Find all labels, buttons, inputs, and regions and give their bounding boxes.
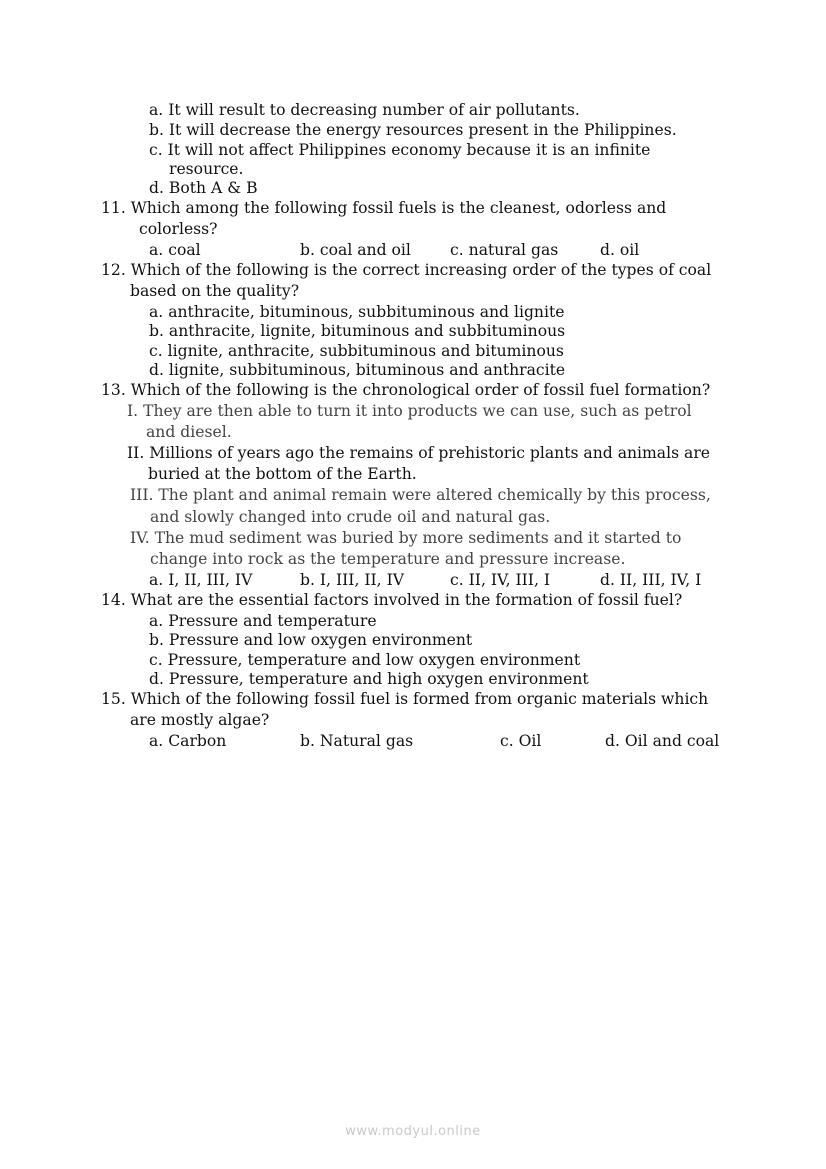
q11-question-cont: colorless? <box>139 220 218 238</box>
q10-option-b: b. It will decrease the energy resources present in the Philippines. <box>149 121 677 139</box>
q13-item-iii: III. The plant and animal remain were altered chemically by this process, <box>130 486 711 504</box>
q14-option-b: b. Pressure and low oxygen environment <box>149 631 473 649</box>
q13-item-iv-cont: change into rock as the temperature and pressure increase. <box>150 550 626 568</box>
q10-option-c-cont: resource. <box>169 160 244 178</box>
q15-option-b: b. Natural gas <box>300 732 414 750</box>
q14-option-a: a. Pressure and temperature <box>149 612 377 630</box>
q11-option-a: a. coal <box>149 241 201 259</box>
q13-item-i: I. They are then able to turn it into products we can use, such as petrol <box>127 402 692 420</box>
q15-question-cont: are mostly algae? <box>130 711 270 729</box>
q12-option-c: c. lignite, anthracite, subbituminous and bituminous <box>149 342 564 360</box>
q14-question: 14. What are the essential factors involved in the formation of fossil fuel? <box>101 591 683 609</box>
q13-option-a: a. I, II, III, IV <box>149 571 253 589</box>
q13-item-ii: II. Millions of years ago the remains of prehistoric plants and animals are <box>127 444 711 462</box>
q13-item-iii-cont: and slowly changed into crude oil and natural gas. <box>150 508 551 526</box>
q10-option-a: a. It will result to decreasing number of air pollutants. <box>149 101 580 119</box>
q11-question: 11. Which among the following fossil fuels is the cleanest, odorless and <box>101 199 667 217</box>
q15-option-c: c. Oil <box>500 732 542 750</box>
q13-option-b: b. I, III, II, IV <box>300 571 405 589</box>
q13-item-i-cont: and diesel. <box>146 423 232 441</box>
q11-option-b: b. coal and oil <box>300 241 411 259</box>
q15-option-d: d. Oil and coal <box>605 732 720 750</box>
q13-option-c: c. II, IV, III, I <box>450 571 551 589</box>
q10-option-d: d. Both A & B <box>149 179 258 197</box>
q15-option-a: a. Carbon <box>149 732 227 750</box>
q14-option-d: d. Pressure, temperature and high oxygen environment <box>149 670 589 688</box>
q12-option-b: b. anthracite, lignite, bituminous and subbituminous <box>149 322 566 340</box>
q13-item-ii-cont: buried at the bottom of the Earth. <box>148 465 417 483</box>
q12-question: 12. Which of the following is the correct increasing order of the types of coal <box>101 261 712 279</box>
q10-option-c: c. It will not affect Philippines economy because it is an infinite <box>149 141 651 159</box>
q11-option-d: d. oil <box>600 241 640 259</box>
footer-watermark: www.modyul.online <box>345 1124 481 1139</box>
q15-question: 15. Which of the following fossil fuel is formed from organic materials which <box>101 690 709 708</box>
q12-option-d: d. lignite, subbituminous, bituminous and anthracite <box>149 361 566 379</box>
q13-option-d: d. II, III, IV, I <box>600 571 702 589</box>
q13-item-iv: IV. The mud sediment was buried by more sediments and it started to <box>130 529 682 547</box>
q13-question: 13. Which of the following is the chronological order of fossil fuel formation? <box>101 381 711 399</box>
q11-option-c: c. natural gas <box>450 241 559 259</box>
q12-question-cont: based on the quality? <box>130 282 300 300</box>
q14-option-c: c. Pressure, temperature and low oxygen environment <box>149 651 581 669</box>
q12-option-a: a. anthracite, bituminous, subbituminous and lignite <box>149 303 565 321</box>
